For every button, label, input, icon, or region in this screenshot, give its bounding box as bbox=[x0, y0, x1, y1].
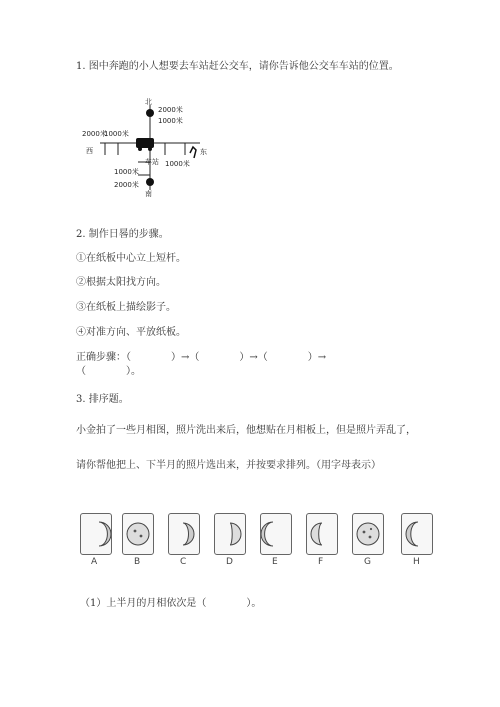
moon-photo-f bbox=[306, 513, 338, 555]
moon-letter-c: C bbox=[180, 557, 187, 567]
distance-label: 1000米 bbox=[165, 160, 190, 168]
subquestion-1: （1）上半月的月相依次是（ ）。 bbox=[80, 598, 262, 609]
moon-letter-e: E bbox=[272, 557, 278, 567]
question-2-title: 2. 制作日晷的步骤。 bbox=[76, 229, 169, 240]
distance-label: 2000米 bbox=[158, 106, 183, 114]
moon-letter-b: B bbox=[134, 557, 141, 567]
distance-label: 2000米 bbox=[82, 130, 107, 138]
moon-photo-g bbox=[352, 513, 384, 555]
moon-photo-b bbox=[122, 513, 154, 555]
station-label: 车站 bbox=[145, 158, 159, 166]
south-label: 南 bbox=[145, 190, 152, 198]
moon-letter-d: D bbox=[226, 557, 233, 567]
runner-icon bbox=[190, 147, 196, 158]
moon-letter-h: H bbox=[413, 557, 420, 567]
moon-letter-a: A bbox=[91, 557, 98, 567]
direction-map bbox=[80, 95, 220, 195]
question-1-text: 1. 图中奔跑的小人想要去车站赶公交车，请你告诉他公交车车站的位置。 bbox=[76, 61, 399, 72]
distance-label: 2000米 bbox=[114, 181, 139, 189]
tree-icon bbox=[146, 178, 154, 186]
distance-label: 1000米 bbox=[158, 117, 183, 125]
moon-photo-h bbox=[401, 513, 433, 555]
answer-line-1: 正确步骤：（ ）→（ ）→（ ）→ bbox=[76, 352, 327, 363]
moon-photo-d bbox=[214, 513, 246, 555]
distance-label: 1000米 bbox=[114, 168, 139, 176]
step-3: ③在纸板上描绘影子。 bbox=[76, 302, 176, 313]
moon-letter-f: F bbox=[318, 557, 324, 567]
question-3-text-2: 请你帮他把上、下半月的照片选出来，并按要求排列。（用字母表示） bbox=[76, 460, 381, 471]
north-label: 北 bbox=[145, 98, 152, 106]
moon-photo-e bbox=[260, 513, 292, 555]
distance-label: 1000米 bbox=[104, 130, 129, 138]
step-2: ②根据太阳找方向。 bbox=[76, 277, 166, 288]
question-3-text-1: 小金拍了一些月相图，照片洗出来后，他想贴在月相板上，但是照片弄乱了， bbox=[76, 425, 416, 436]
house-icon bbox=[146, 109, 154, 117]
moon-photo-a bbox=[80, 513, 112, 555]
east-label: 东 bbox=[200, 148, 207, 156]
west-label: 西 bbox=[86, 147, 93, 155]
question-3-title: 3. 排序题。 bbox=[76, 394, 129, 405]
answer-line-2: （ ）。 bbox=[76, 366, 141, 377]
bus-icon bbox=[136, 138, 154, 148]
moon-photo-c bbox=[168, 513, 200, 555]
step-4: ④对准方向、平放纸板。 bbox=[76, 327, 186, 338]
moon-letter-g: G bbox=[364, 557, 371, 567]
step-1: ①在纸板中心立上短杆。 bbox=[76, 253, 186, 264]
